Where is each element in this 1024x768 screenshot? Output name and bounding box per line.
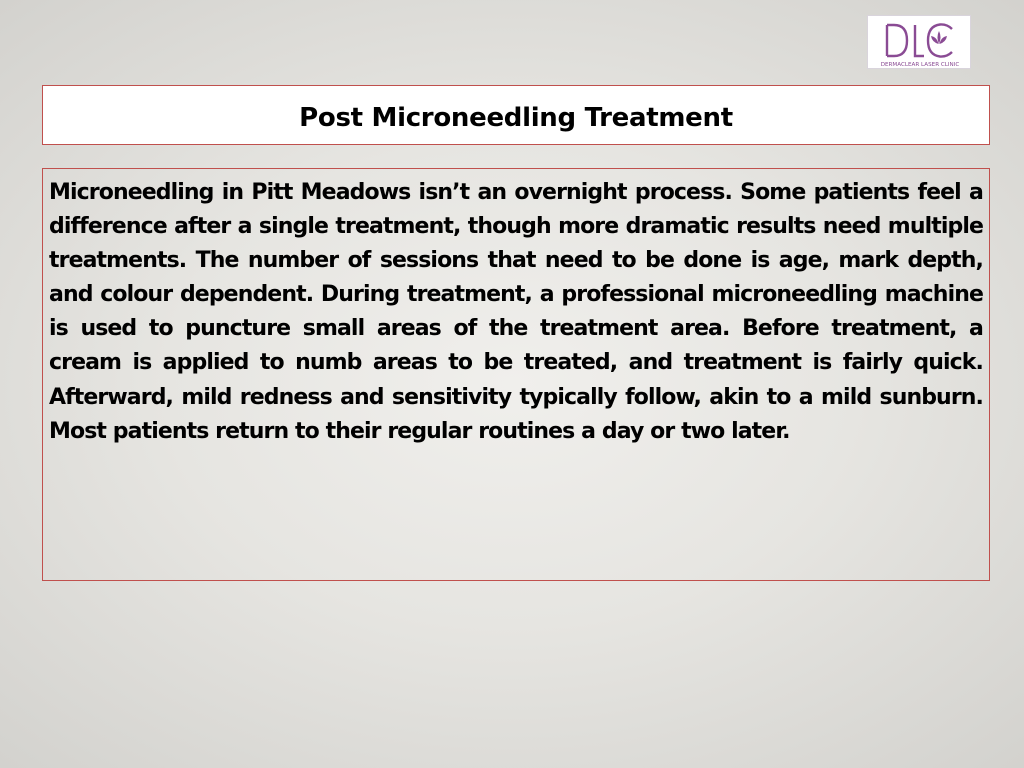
body-paragraph: Microneedling in Pitt Meadows isn’t an overnight process. Some patients feel a difference after a single treatment, though more dramatic results need multiple treatments. The number of sessions that need to be done is age, mark depth, and colour dependent. During treatment, a professional microneedling machine is used to puncture small areas of the treatment area. Before treatment, a cream is applied to numb areas to be treated, and treatment is fairly quick. Afterward, mild redness and sensitivity typically follow, akin to a mild sunburn. Most patients return to their regular routines a day or two later. (49, 180, 983, 444)
title-box (42, 85, 990, 145)
content-box (42, 168, 990, 581)
clinic-logo (867, 15, 971, 69)
logo-caption: DERMACLEAR LASER CLINIC (880, 62, 960, 68)
lotus-icon (931, 31, 947, 44)
slide-title: Post Microneedling Treatment (299, 103, 733, 133)
logo-monogram (887, 24, 952, 56)
